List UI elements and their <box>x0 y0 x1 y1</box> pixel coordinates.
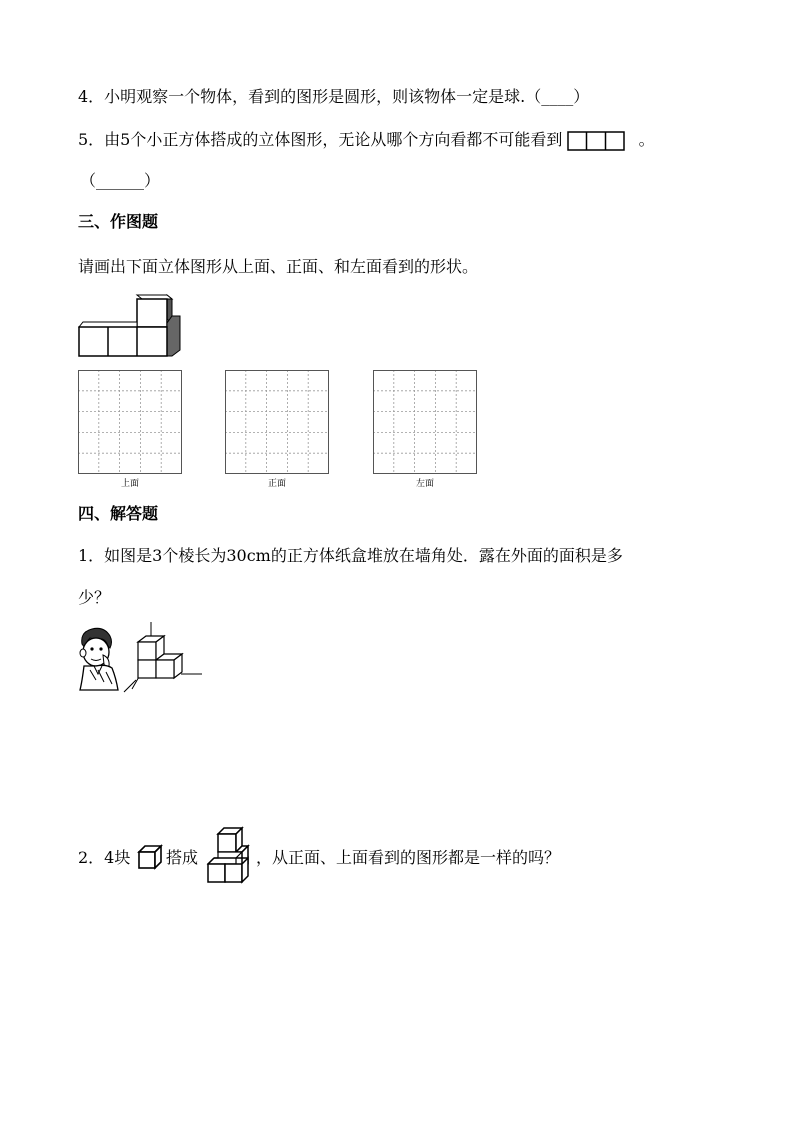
grid-top-view[interactable] <box>78 370 182 474</box>
question-5-end: 。 <box>638 130 655 149</box>
section-3-instruction: 请画出下面立体图形从上面、正面、和左面看到的形状。 <box>78 257 479 276</box>
grid-front-view[interactable] <box>225 370 329 474</box>
answer-question-2-prefix: 2．4块 <box>78 848 131 867</box>
three-square-strip-figure <box>567 131 625 151</box>
single-cube-icon <box>137 844 163 870</box>
answer-question-2-middle: 搭成 <box>166 848 199 867</box>
answer-question-1-line1: 1．如图是3个棱长为30cm的正方体纸盒堆放在墙角处．露在外面的面积是多 <box>78 546 623 565</box>
answer-blank: （______） <box>80 171 161 190</box>
grid-left-view[interactable] <box>373 370 477 474</box>
grid-label-front: 正面 <box>267 479 286 489</box>
grid-label-left: 左面 <box>415 479 434 489</box>
question-4: 4．小明观察一个物体，看到的图形是圆形，则该物体一定是球.（____） <box>78 87 590 106</box>
question-5-text: 5．由5个小正方体搭成的立体图形，无论从哪个方向看都不可能看到 <box>78 130 563 149</box>
answer-question-1-line2: 少？ <box>78 588 111 607</box>
question-5 <box>78 129 655 151</box>
answer-question-2 <box>78 826 638 884</box>
boy-icon <box>80 628 118 690</box>
answer-question-2-suffix: ，从正面、上面看到的图形都是一样的吗？ <box>256 848 561 867</box>
section-4-title: 四、解答题 <box>78 504 159 523</box>
grid-label-top: 上面 <box>120 479 139 489</box>
four-cube-stack-icon <box>206 826 252 884</box>
cube-stack-figure <box>78 294 188 358</box>
boy-and-corner-cubes-figure <box>76 622 206 694</box>
section-3-title: 三、作图题 <box>78 212 159 231</box>
